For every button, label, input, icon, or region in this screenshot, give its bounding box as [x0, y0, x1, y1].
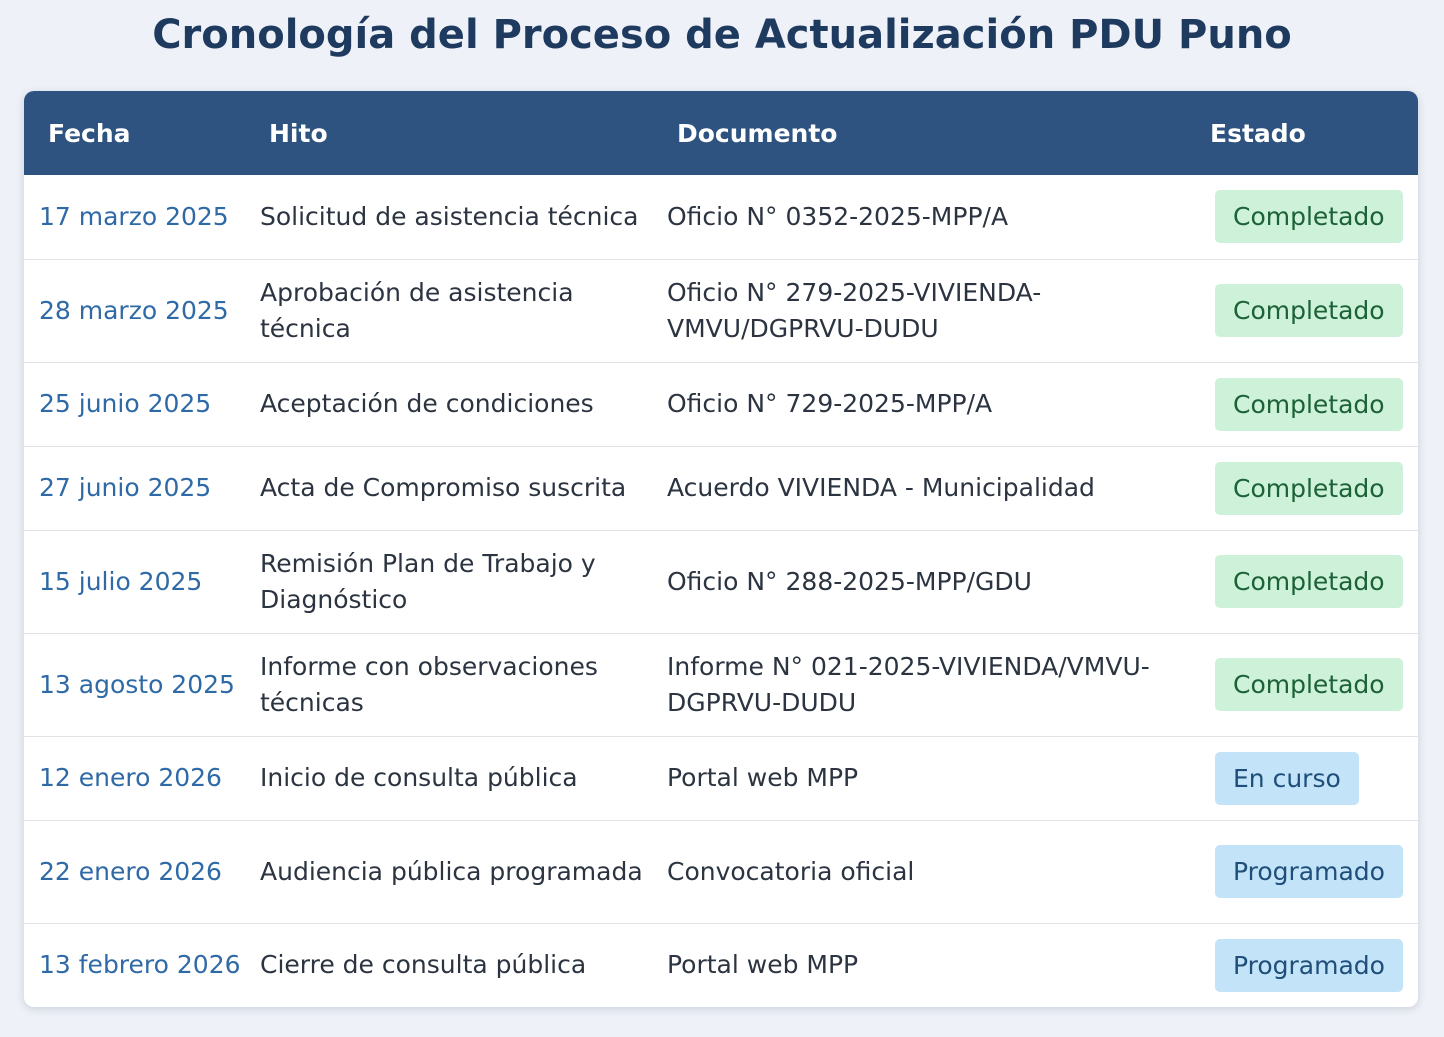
cell-estado	[1200, 259, 1418, 362]
cell-fecha: 28 marzo 2025	[39, 295, 229, 325]
timeline-table	[24, 91, 1418, 1007]
status-badge: Completado	[1215, 555, 1403, 608]
table-row	[24, 633, 1418, 736]
cell-documento: Portal web MPP	[667, 950, 859, 980]
status-badge: Completado	[1215, 284, 1403, 337]
cell-documento: Oficio N° 729-2025-MPP/A	[667, 389, 993, 418]
cell-fecha: 13 agosto 2025	[39, 669, 235, 699]
cell-fecha: 22 enero 2026	[39, 856, 222, 886]
status-badge: Programado	[1215, 939, 1403, 992]
status-badge: En curso	[1215, 752, 1359, 805]
cell-hito: Audiencia pública programada	[260, 856, 643, 886]
cell-estado	[1200, 446, 1418, 530]
table-row	[24, 530, 1418, 633]
cell-documento: Oficio N° 288-2025-MPP/GDU	[667, 566, 1032, 596]
status-badge: Programado	[1215, 845, 1403, 898]
cell-estado	[1200, 530, 1418, 633]
table-row	[24, 736, 1418, 820]
cell-hito: Aprobación de asistencia técnica	[260, 277, 574, 343]
cell-fecha: 27 junio 2025	[39, 473, 212, 502]
page-title: Cronología del Proceso de Actualización PDU Puno	[152, 12, 1292, 58]
header-hito: Hito	[269, 118, 328, 148]
cell-documento: Informe N° 021-2025-VIVIENDA/VMVU-DGPRVU-DUDU	[667, 651, 1150, 717]
cell-hito: Cierre de consulta pública	[260, 950, 587, 980]
header-row	[24, 91, 1418, 175]
table-row	[24, 923, 1418, 1007]
cell-documento: Oficio N° 279-2025-VIVIENDA-VMVU/DGPRVU-DUDU	[667, 277, 1042, 343]
cell-fecha: 13 febrero 2026	[39, 950, 241, 980]
table-row	[24, 259, 1418, 362]
cell-documento: Acuerdo VIVIENDA - Municipalidad	[667, 473, 1095, 502]
table-header	[24, 91, 1418, 175]
cell-hito: Aceptación de condiciones	[260, 389, 594, 418]
cell-documento: Oficio N° 0352-2025-MPP/A	[667, 201, 1009, 231]
cell-estado	[1200, 633, 1418, 736]
header-estado: Estado	[1210, 118, 1306, 148]
status-badge: Completado	[1215, 658, 1403, 711]
cell-fecha: 25 junio 2025	[39, 389, 212, 418]
cell-hito: Solicitud de asistencia técnica	[260, 201, 639, 231]
cell-estado	[1200, 820, 1418, 923]
cell-fecha: 17 marzo 2025	[39, 201, 229, 231]
cell-estado	[1200, 175, 1418, 259]
header-fecha: Fecha	[48, 118, 131, 148]
cell-fecha: 12 enero 2026	[39, 763, 222, 792]
table-row	[24, 175, 1418, 259]
header-documento: Documento	[677, 118, 838, 148]
cell-hito: Acta de Compromiso suscrita	[260, 473, 627, 502]
status-badge: Completado	[1215, 462, 1403, 515]
cell-estado	[1200, 362, 1418, 446]
cell-estado	[1200, 736, 1418, 820]
cell-estado	[1200, 923, 1418, 1007]
table-body	[24, 175, 1418, 1007]
cell-hito: Inicio de consulta pública	[260, 763, 578, 792]
cell-documento: Convocatoria oficial	[667, 856, 915, 886]
table-row	[24, 446, 1418, 530]
cell-fecha: 15 julio 2025	[39, 566, 203, 596]
cell-hito: Remisión Plan de Trabajo y Diagnóstico	[260, 548, 596, 614]
cell-documento: Portal web MPP	[667, 763, 859, 792]
status-badge: Completado	[1215, 190, 1403, 243]
status-badge: Completado	[1215, 378, 1403, 431]
table-row	[24, 362, 1418, 446]
cell-hito: Informe con observaciones técnicas	[260, 651, 598, 717]
timeline-table-card	[24, 91, 1418, 1007]
table-row	[24, 820, 1418, 923]
